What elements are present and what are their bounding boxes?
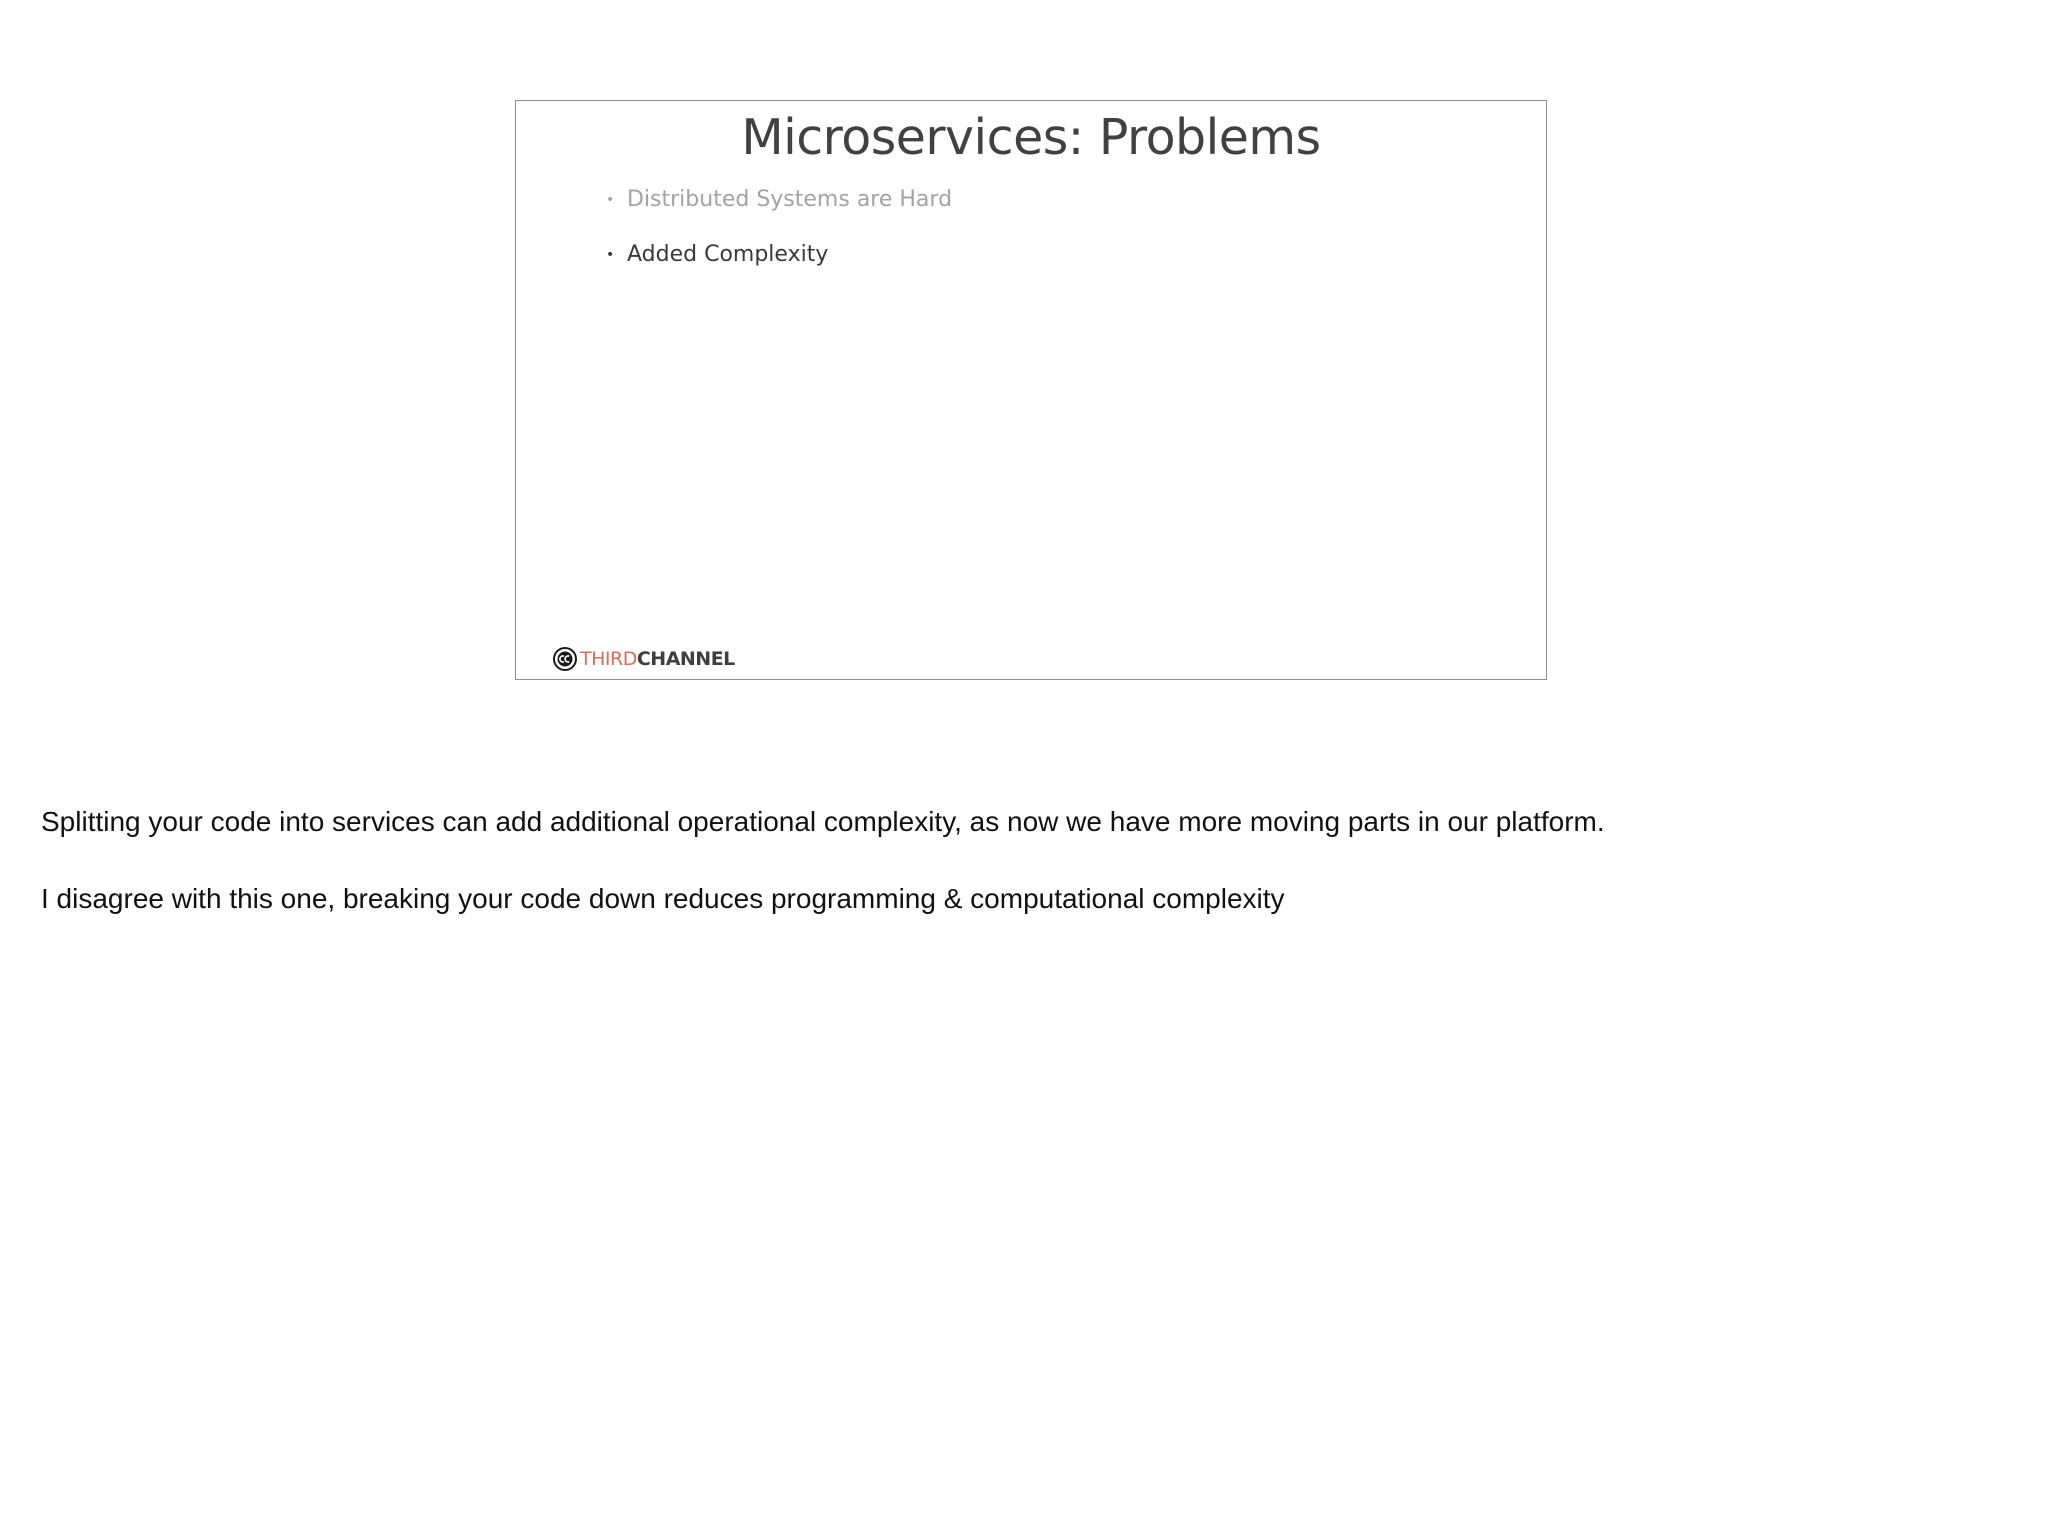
presenter-note: Splitting your code into services can add additional operational complexity, as now we have more moving parts in our platform. bbox=[41, 806, 1605, 837]
thirdchannel-logo bbox=[553, 645, 735, 673]
bullet-dot-icon: • bbox=[606, 247, 615, 263]
thirdchannel-logo-icon bbox=[553, 647, 577, 671]
slide-bullet-text: Distributed Systems are Hard bbox=[627, 187, 953, 212]
logo-text-channel: CHANNEL bbox=[636, 647, 735, 670]
slide-title: Microservices: Problems bbox=[741, 109, 1321, 166]
logo-text-third: THIRD bbox=[580, 647, 637, 670]
slide-bullet-text: Added Complexity bbox=[627, 242, 829, 267]
slide-preview bbox=[515, 100, 1547, 680]
bullet-dot-icon: • bbox=[606, 192, 615, 208]
presenter-note: I disagree with this one, breaking your code down reduces programming & computational complexity bbox=[41, 883, 1285, 914]
slide-bullet-list bbox=[604, 185, 952, 295]
slide-bullet-item bbox=[604, 185, 952, 215]
slide-bullet-item bbox=[604, 240, 952, 270]
presenter-notes bbox=[41, 805, 2001, 959]
